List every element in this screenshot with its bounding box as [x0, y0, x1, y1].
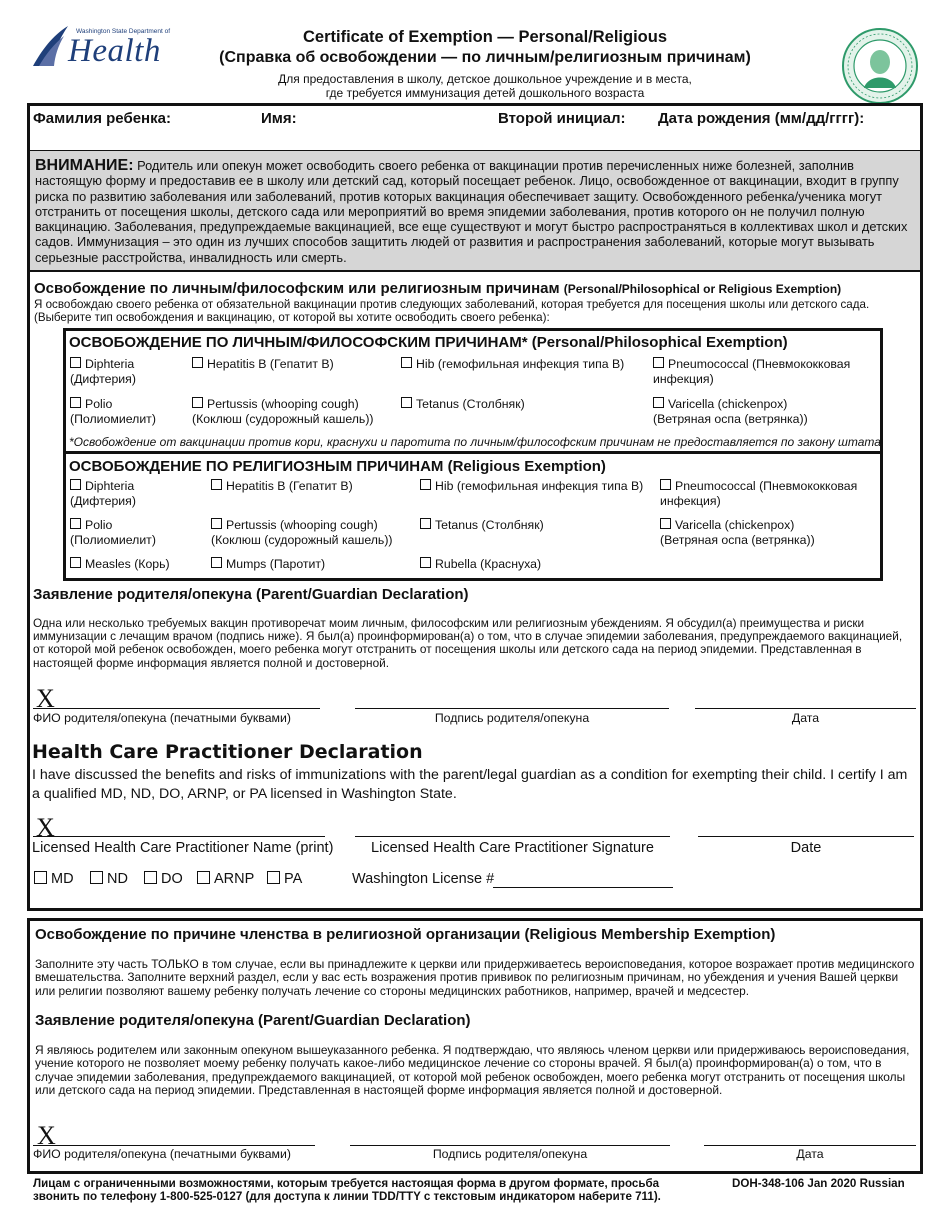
credential-arnp-label: ARNP [214, 871, 255, 887]
checkbox-icon[interactable] [420, 518, 431, 529]
hcp-heading: Health Care Practitioner Declaration [32, 741, 423, 763]
vaccine-label: Tetanus (Столбняк) [435, 518, 544, 532]
vaccine-option[interactable] [401, 397, 525, 412]
first-name-label: Имя: [261, 110, 297, 127]
checkbox-icon[interactable] [34, 871, 47, 884]
vaccine-label: Diphteria [85, 357, 135, 371]
dob-label: Дата рождения (мм/дд/гггг): [658, 110, 865, 127]
credential-do[interactable] [144, 871, 183, 887]
philosophical-footnote: *Освобождение от вакцинации против кори, краснухи и паротита по личным/философским причинам не предоставляется по закону штата [69, 435, 881, 449]
vaccine-label-translation: (Полиомиелит) [70, 412, 156, 426]
parent-declaration-2-heading [35, 1012, 471, 1029]
vaccine-option[interactable] [70, 397, 156, 427]
vaccine-option[interactable] [211, 518, 393, 548]
vaccine-option[interactable] [420, 518, 544, 533]
philosophical-exemption-box [63, 328, 883, 454]
vaccine-option[interactable] [70, 557, 170, 572]
credential-md-label: MD [51, 871, 74, 887]
form-code: DOH-348-106 Jan 2020 Russian [732, 1177, 905, 1190]
checkbox-icon[interactable] [660, 518, 671, 529]
checkbox-icon[interactable] [420, 557, 431, 568]
hcp-date-caption: Date [790, 840, 822, 856]
religious-exemption-box [63, 451, 883, 581]
vaccine-label: Measles (Корь) [85, 557, 170, 571]
parent-2-signature-line[interactable] [350, 1145, 670, 1146]
membership-heading-en: (Religious Membership Exemption) [524, 926, 776, 943]
vaccine-label: Tetanus (Столбняк) [416, 397, 525, 411]
parent-decl-1-heading-ru: Заявление родителя/опекуна [33, 586, 252, 603]
vaccine-option[interactable] [420, 479, 643, 494]
state-seal-icon [842, 28, 918, 104]
vaccine-option[interactable] [70, 518, 156, 548]
parent-2-date-caption: Дата [796, 1147, 824, 1161]
checkbox-icon[interactable] [70, 557, 81, 568]
personal-religious-intro [34, 298, 920, 324]
credential-pa[interactable] [267, 871, 302, 887]
parent-1-signature-line[interactable] [355, 708, 669, 709]
checkbox-icon[interactable] [267, 871, 280, 884]
parent-declaration-2-text: Я являюсь родителем или законным опекуном вышеуказанного ребенка. Я подтверждаю, что являюсь членом церкви или придерживаюсь вероисповедания, учение которого не позволяет моему ребенку получать какое-либо медицинское лечение со стороны врачей. Я был(а) проинформирован(а) о том, что в случае эпидемии заболевания, предупреждаемого вакцинацией, от которой мой ребенок освобожден, моего ребенка могут отстранить от посещения школы или детского сада на период эпидемии. Представленная в настоящей форме информация является полной и достоверной. [35, 1043, 910, 1098]
subtitle [190, 72, 780, 100]
credential-arnp[interactable] [197, 871, 254, 887]
membership-heading-ru: Освобождение по причине членства в религиозной организации [35, 926, 521, 943]
hcp-text: I have discussed the benefits and risks of immunizations with the parent/legal guardian as a condition for exempting their child. I certify I am a qualified MD, ND, DO, ARNP, or PA licensed in Washington State. [32, 767, 908, 802]
hcp-signature-line[interactable] [355, 836, 670, 837]
vaccine-label: Hib (гемофильная инфекция типа В) [416, 357, 625, 371]
parent-decl-1-heading-en: (Parent/Guardian Declaration) [255, 586, 469, 603]
intro-line-1: Я освобождаю своего ребенка от обязательной вакцинации против следующих заболеваний, которая требуется для посещения школы или детского сада. [34, 298, 870, 311]
vaccine-option[interactable] [70, 479, 136, 509]
checkbox-icon[interactable] [211, 479, 222, 490]
membership-text: Заполните эту часть ТОЛЬКО в том случае, если вы принадлежите к церкви или придерживаетесь вероисповедания, которое возражает против медицинского вмешательства. Заполните верхний раздел, если у вас есть возражения против прививок по религиозным причинам, но убеждения и учения Вашей церкви или религии позволяют вашему ребенку получать лечение со стороны медицинских работников, например, врачей и медсестер. [35, 957, 915, 998]
credential-pa-label: PA [284, 871, 303, 887]
hcp-name-line[interactable] [33, 836, 325, 837]
parent-1-name-line[interactable] [33, 708, 320, 709]
vaccine-label-translation: (Ветряная оспа (ветрянка)) [653, 412, 808, 426]
philosophical-heading: ОСВОБОЖДЕНИЕ ПО ЛИЧНЫМ/ФИЛОСОФСКИМ ПРИЧИНАМ* (Personal/Philosophical Exemption) [69, 334, 788, 351]
checkbox-icon[interactable] [144, 871, 157, 884]
hcp-sign-x: X [36, 813, 55, 842]
parent-1-date-caption: Дата [791, 711, 820, 725]
checkbox-icon[interactable] [653, 397, 664, 408]
personal-religious-title [34, 280, 920, 297]
parent-1-signature-caption: Подпись родителя/опекуна [434, 711, 590, 725]
parent-2-date-line[interactable] [704, 1145, 916, 1146]
vaccine-label: Hib (гемофильная инфекция типа В) [435, 479, 644, 493]
parent-2-name-line[interactable] [33, 1145, 315, 1146]
membership-heading [35, 926, 775, 943]
warning-text: Родитель или опекун может освободить своего ребенка от вакцинации против перечисленных ниже болезней, заполнив настоящую форму и предоставив ее в школу или детский сад, который посещает ребенок. Лицо, освобожденное от вакцинации, входит в группу риска по развитию заболевания или заболеваний, против которых вакцинация обеспечивает защиту. Освобожденного ребенка/ученика могут отстранить от посещения школы, детского сада или мероприятий во время эпидемии заболевания, против которого он не получил полную вакцинацию. Заболевания, предупреждаемые вакцинацией, все еще существуют и могут быстро распространяться в коллективах школ и детских садов. Иммунизация – это один из лучших способов защитить людей от развития и распространения заболеваний, которые могут вызывать серьезные расстройства, инвалидность или смерть. [35, 158, 908, 265]
vaccine-label-translation: инфекция) [653, 372, 714, 386]
checkbox-icon[interactable] [211, 557, 222, 568]
vaccine-label: Pneumococcal (Пневмококковая [675, 479, 858, 493]
personal-religious-title-ru: Освобождение по личным/философским или религиозным причинам [34, 280, 560, 297]
accessibility-note [33, 1177, 713, 1203]
vaccine-option[interactable] [660, 518, 815, 548]
warning-label: ВНИМАНИЕ: [35, 157, 134, 174]
vaccine-option[interactable] [192, 397, 374, 427]
hcp-signature-caption: Licensed Health Care Practitioner Signature [371, 840, 654, 856]
vaccine-label-translation: (Ветряная оспа (ветрянка)) [660, 533, 815, 547]
vaccine-label-translation: (Коклюш (судорожный кашель)) [192, 412, 374, 426]
vaccine-label: Diphteria [85, 479, 135, 493]
doh-logo [30, 22, 171, 70]
checkbox-icon[interactable] [401, 397, 412, 408]
parent-decl-2-heading-ru: Заявление родителя/опекуна [35, 1012, 254, 1029]
vaccine-label-translation: инфекция) [660, 494, 721, 508]
accessibility-line-2: звонить по телефону 1-800-525-0127 (для доступа к линии TDD/TTY с текстовым индикатором наберите 711). [33, 1190, 661, 1203]
credential-nd[interactable] [90, 871, 128, 887]
vaccine-option[interactable] [401, 357, 624, 372]
vaccine-label: Varicella (chickenpox) [668, 397, 788, 411]
title-ru: (Справка об освобождении — по личным/религиозным причинам) [219, 49, 751, 66]
checkbox-icon[interactable] [70, 397, 81, 408]
checkbox-icon[interactable] [90, 871, 103, 884]
vaccine-label: Pneumococcal (Пневмококковая [668, 357, 851, 371]
child-name-row [30, 106, 920, 152]
subtitle-line-2: где требуется иммунизация детей дошкольного возраста [325, 86, 645, 100]
logo-word: Health [68, 33, 161, 69]
vaccine-label-translation: (Коклюш (судорожный кашель)) [211, 533, 393, 547]
vaccine-option[interactable] [653, 357, 850, 387]
checkbox-icon[interactable] [192, 397, 203, 408]
vaccine-label: Varicella (chickenpox) [675, 518, 795, 532]
credential-md[interactable] [34, 871, 74, 887]
vaccine-label: Pertussis (whooping cough) [207, 397, 359, 411]
checkbox-icon[interactable] [197, 871, 210, 884]
checkbox-icon[interactable] [70, 479, 81, 490]
vaccine-label-translation: (Полиомиелит) [70, 533, 156, 547]
parent-1-name-caption: ФИО родителя/опекуна (печатными буквами) [33, 711, 291, 725]
checkbox-icon[interactable] [660, 479, 671, 490]
vaccine-option[interactable] [653, 397, 808, 427]
parent-1-sign-x: X [36, 684, 55, 713]
personal-religious-title-en: (Personal/Philosophical or Religious Exemption) [563, 282, 842, 296]
hcp-name-caption: Licensed Health Care Practitioner Name (print) [32, 840, 334, 856]
parent-declaration-1-heading [33, 586, 469, 603]
vaccine-label: Polio [85, 397, 113, 411]
checkbox-icon[interactable] [211, 518, 222, 529]
warning-box [30, 151, 920, 272]
parent-1-date-line[interactable] [695, 708, 916, 709]
vaccine-label-translation: (Дифтерия) [70, 372, 136, 386]
parent-declaration-1-text: Одна или несколько требуемых вакцин противоречат моим личным, философским или религиозным убеждениям. Я обсудил(а) преимущества и риски иммунизации с лечащим врачом (подпись ниже). Я был(а) проинформирован(а) о том, что в случае эпидемии заболевания, предупреждаемого вакцинацией, от которой мой ребенок освобожден, моего ребенка могут отстранить от посещения школы или детского сада на период эпидемии. Представленная в настоящей форме информация является полной и достоверной. [33, 616, 903, 670]
vaccine-option[interactable] [420, 557, 541, 572]
checkbox-icon[interactable] [70, 357, 81, 368]
intro-line-2: (Выберите тип освобождения и вакцинацию, от которой вы хотите освободить своего ребенка): [34, 311, 550, 324]
checkbox-icon[interactable] [653, 357, 664, 368]
vaccine-option[interactable] [192, 357, 334, 372]
parent-2-signature-caption: Подпись родителя/опекуна [432, 1147, 588, 1161]
vaccine-label-translation: (Дифтерия) [70, 494, 136, 508]
parent-2-sign-x: X [37, 1121, 56, 1150]
hcp-date-line[interactable] [698, 836, 914, 837]
parent-2-name-caption: ФИО родителя/опекуна (печатными буквами) [33, 1147, 291, 1161]
middle-initial-label: Второй инициал: [498, 110, 626, 127]
subtitle-line-1: Для предоставления в школу, детское дошкольное учреждение и в места, [278, 72, 692, 86]
washington-license-line[interactable] [493, 887, 673, 888]
logo-small-text: Washington State Department of [76, 28, 171, 35]
checkbox-icon[interactable] [420, 479, 431, 490]
credential-nd-label: ND [107, 871, 128, 887]
vaccine-label: Hepatitis B (Гепатит В) [207, 357, 334, 371]
accessibility-line-1: Лицам с ограниченными возможностями, которым требуется настоящая форма в другом формате, просьба [33, 1177, 660, 1190]
vaccine-label: Rubella (Краснуха) [435, 557, 542, 571]
washington-license-label: Washington License # [352, 871, 495, 887]
checkbox-icon[interactable] [401, 357, 412, 368]
vaccine-label: Hepatitis B (Гепатит В) [226, 479, 353, 493]
title-en: Certificate of Exemption — Personal/Religious [303, 28, 667, 46]
vaccine-option[interactable] [211, 479, 353, 494]
checkbox-icon[interactable] [70, 518, 81, 529]
vaccine-label: Polio [85, 518, 113, 532]
last-name-label: Фамилия ребенка: [33, 110, 171, 127]
vaccine-label: Mumps (Паротит) [226, 557, 326, 571]
vaccine-option[interactable] [70, 357, 136, 387]
parent-decl-2-heading-en: (Parent/Guardian Declaration) [257, 1012, 471, 1029]
religious-heading: ОСВОБОЖДЕНИЕ ПО РЕЛИГИОЗНЫМ ПРИЧИНАМ (Religious Exemption) [69, 458, 606, 475]
checkbox-icon[interactable] [192, 357, 203, 368]
vaccine-option[interactable] [211, 557, 325, 572]
vaccine-label: Pertussis (whooping cough) [226, 518, 378, 532]
vaccine-option[interactable] [660, 479, 857, 509]
credential-do-label: DO [161, 871, 183, 887]
